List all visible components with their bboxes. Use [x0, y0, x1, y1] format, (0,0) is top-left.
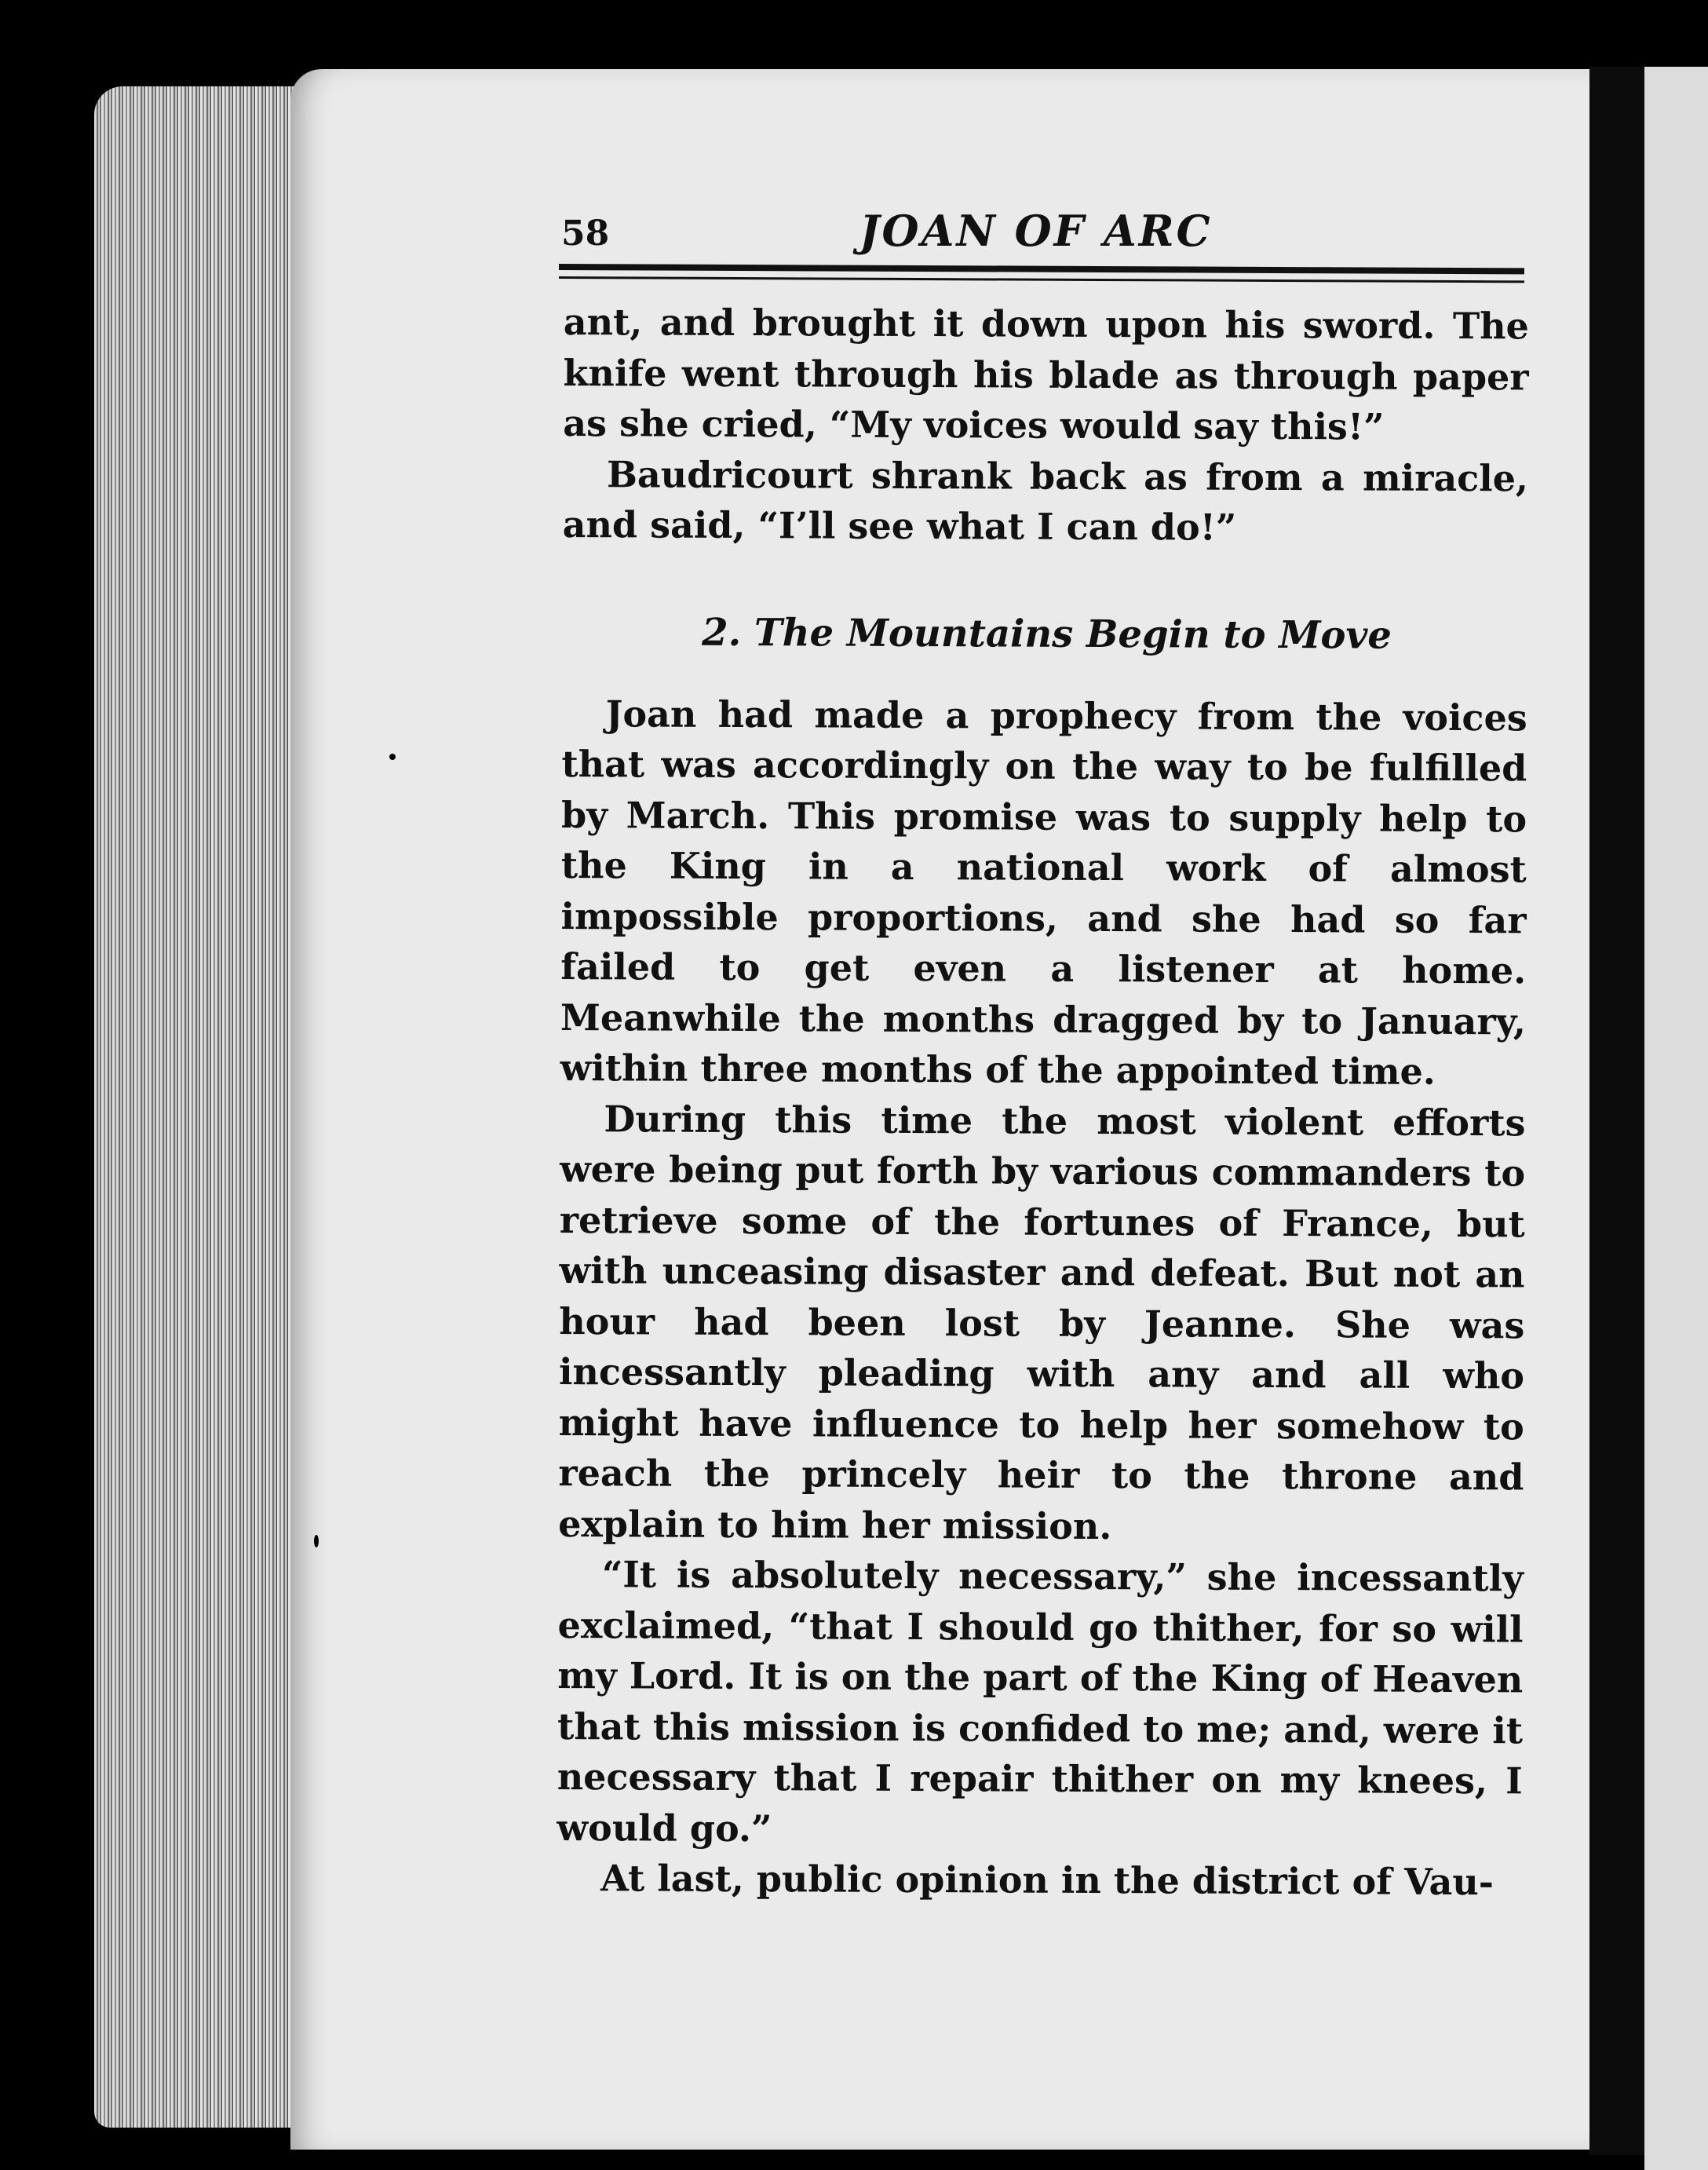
section-heading: 2. The Mountains Begin to Move	[702, 610, 1392, 658]
running-title: JOAN OF ARC	[859, 206, 1213, 256]
page-number: 58	[561, 214, 610, 254]
paragraph: “It is absolutely necessary,” she incessantly exclaimed, “that I should go thither, for so will my Lord. It is on the part of the King of Heaven that this mission is confided to me; and, were it necessary that I repair thither on my knees, I would go.”	[557, 1553, 1524, 1850]
paragraph: ant, and brought it down upon his sword. The knife went through his blade as through paper as she cried, “My voices would say this!”	[563, 300, 1529, 448]
paragraph: During this time the most violent efforts were being put forth by various commanders to retrieve some of the fortunes of France, but with unceasing disaster and defeat. But not an hour had been lost by Jeanne. She was incessantly pleading with any and all who might have influence to help her somehow to reach the princely heir to the throne and explain to him her mission.	[558, 1097, 1526, 1547]
paragraph: At last, public opinion in the district of Vau-	[600, 1857, 1494, 1904]
gutter-shadow	[1589, 67, 1644, 2155]
paragraph: Baudricourt shrank back as from a miracle, and said, “I’ll see what I can do!”	[562, 452, 1529, 549]
page-header	[561, 206, 1527, 269]
body-text	[557, 297, 1529, 1908]
facing-page-edge	[1644, 67, 1708, 2170]
paragraph: Joan had made a prophecy from the voices that was accordingly on the way to be fulfilled by March. This promise was to supply help to the King in a national work of almost impossible proportions, and she had so far failed to get even a listener at home. Meanwhile the months dragged by to January, within three months of the appointed time.	[560, 692, 1527, 1093]
scan-speck	[314, 1535, 319, 1547]
scan-speck	[389, 754, 396, 760]
